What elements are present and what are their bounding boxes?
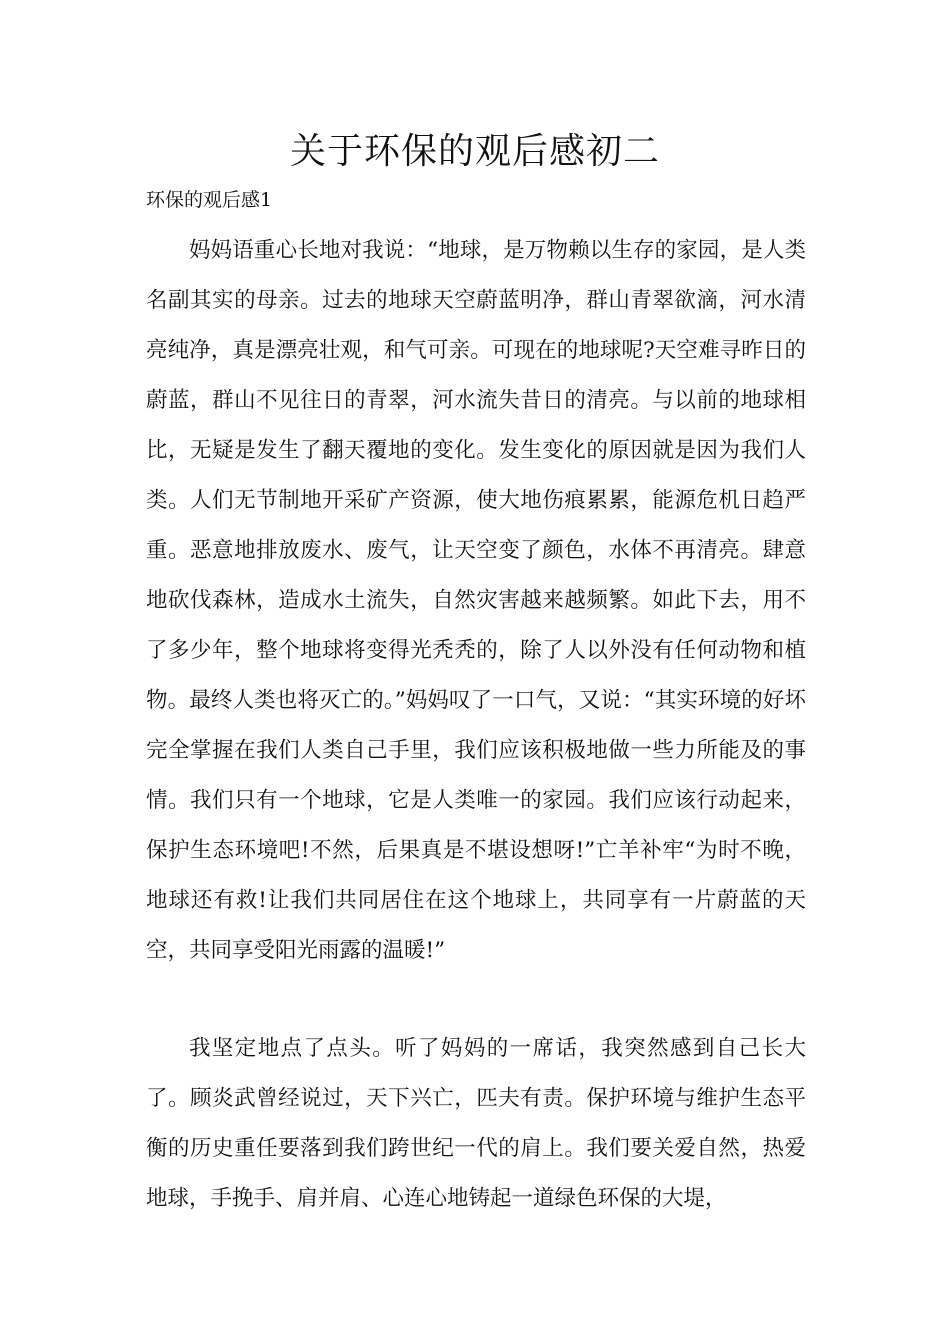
- section-heading: 环保的观后感1: [146, 189, 273, 211]
- document-title: 关于环保的观后感初二: [289, 131, 660, 172]
- body-paragraph: 我坚定地点了点头。听了妈妈的一席话，我突然感到自己长大了。顾炎武曾经说过，天下兴亡，匹夫有责。保护环境与维护生态平衡的历史重任要落到我们跨世纪一代的肩上。我们要关爱自然，热爱地球，手挽手、肩并肩、心连心地铸起一道绿色环保的大堤，: [146, 1036, 806, 1211]
- body-paragraph: 妈妈语重心长地对我说：“地球，是万物赖以生存的家园，是人类名副其实的母亲。过去的地球天空蔚蓝明净，群山青翠欲滴，河水清亮纯净，真是漂亮壮观，和气可亲。可现在的地球呢?天空难寻昨日的蔚蓝，群山不见往日的青翠，河水流失昔日的清亮。与以前的地球相比，无疑是发生了翻天覆地的变化。发生变化的原因就是因为我们人类。人们无节制地开采矿产资源，使大地伤痕累累，能源危机日趋严重。恶意地排放废水、废气，让天空变了颜色，水体不再清亮。肆意地砍伐森林，造成水土流失，自然灾害越来越频繁。如此下去，用不了多少年，整个地球将变得光秃秃的，除了人以外没有任何动物和植物。最终人类也将灭亡的。”妈妈叹了一口气，又说：“其实环境的好坏完全掌握在我们人类自己手里，我们应该积极地做一些力所能及的事情。我们只有一个地球，它是人类唯一的家园。我们应该行动起来，保护生态环境吧!不然，后果真是不堪设想呀!”亡羊补牢“为时不晚，地球还有救!让我们共同居住在这个地球上，共同享有一片蔚蓝的天空，共同享受阳光雨露的温暖!”: [146, 238, 806, 963]
